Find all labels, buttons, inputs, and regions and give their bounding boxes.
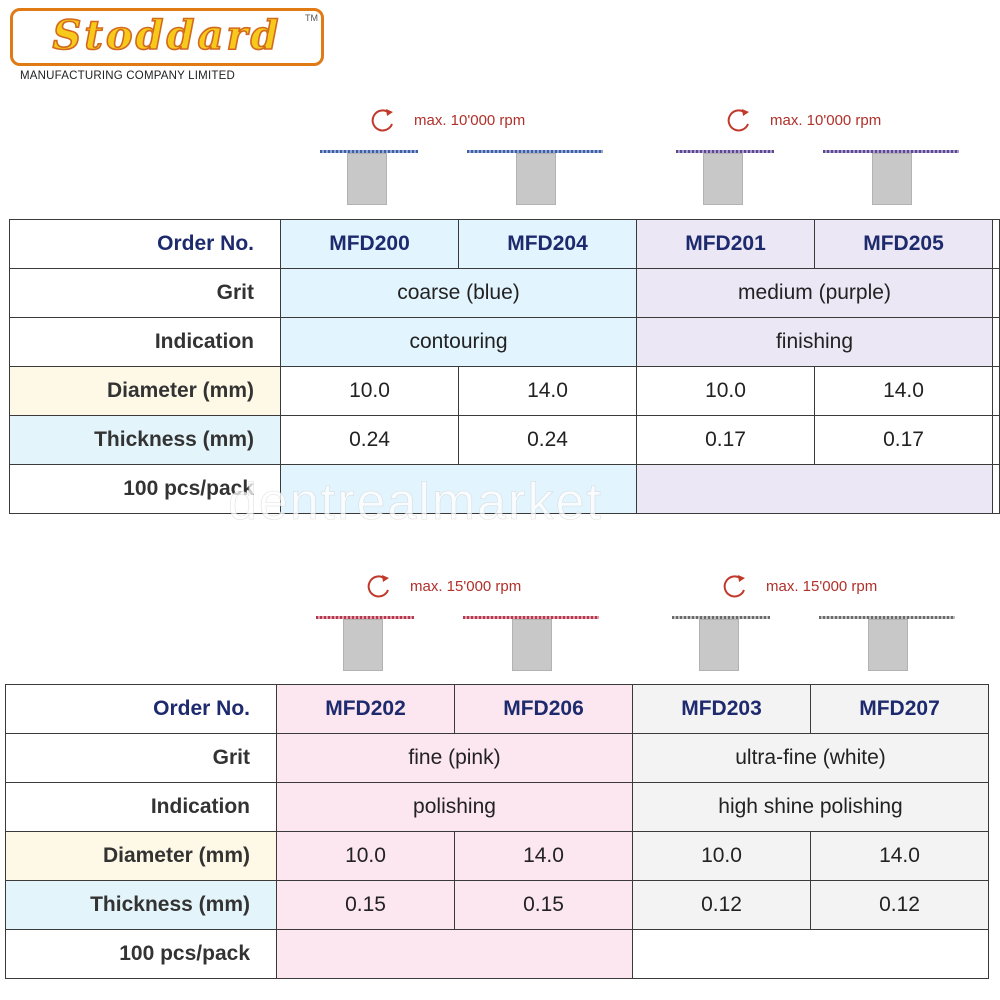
diameter-value: 10.0	[277, 832, 455, 881]
order-code: MFD202	[277, 685, 455, 734]
thickness-label: Thickness (mm)	[10, 416, 281, 465]
thickness-value: 0.15	[277, 881, 455, 930]
rotation-arrow-icon	[722, 106, 756, 134]
diameter-row	[6, 832, 989, 881]
indication-value: polishing	[277, 783, 633, 832]
cut-off-cell	[993, 416, 1000, 465]
rpm-indicator-2	[722, 106, 881, 134]
order-row	[6, 685, 989, 734]
order-code: MFD205	[815, 220, 993, 269]
order-label: Order No.	[10, 220, 281, 269]
product-table-1	[9, 219, 1000, 514]
diameter-value: 14.0	[455, 832, 633, 881]
disc-mandrel	[703, 153, 743, 205]
indication-value: finishing	[637, 318, 993, 367]
trademark-mark: TM	[305, 13, 318, 23]
diameter-label: Diameter (mm)	[10, 367, 281, 416]
grit-value: fine (pink)	[277, 734, 633, 783]
diameter-value: 14.0	[459, 367, 637, 416]
stoddard-logo	[10, 8, 324, 66]
cut-off-cell	[993, 220, 1000, 269]
rpm-indicator-1	[366, 106, 525, 134]
cut-off-cell	[993, 269, 1000, 318]
order-code: MFD203	[633, 685, 811, 734]
order-code: MFD200	[281, 220, 459, 269]
diameter-label: Diameter (mm)	[6, 832, 277, 881]
disc-mandrel	[512, 619, 552, 671]
diameter-row	[10, 367, 1000, 416]
thickness-value: 0.24	[459, 416, 637, 465]
thickness-value: 0.12	[811, 881, 989, 930]
thickness-row	[6, 881, 989, 930]
diameter-value: 10.0	[637, 367, 815, 416]
rotation-arrow-icon	[718, 572, 752, 600]
indication-label: Indication	[10, 318, 281, 367]
disc-mandrel	[872, 153, 912, 205]
pack-cell	[637, 465, 993, 514]
rpm-label: max. 15'000 rpm	[766, 577, 878, 595]
pack-row	[6, 930, 989, 979]
order-row	[10, 220, 1000, 269]
grit-row	[10, 269, 1000, 318]
rpm-indicator-3	[362, 572, 521, 600]
disc-mandrel	[516, 153, 556, 205]
pack-row	[10, 465, 1000, 514]
pack-cell	[633, 930, 989, 979]
rotation-arrow-icon	[366, 106, 400, 134]
thickness-value: 0.24	[281, 416, 459, 465]
logo-word: Stoddard	[52, 12, 282, 59]
rpm-label: max. 15'000 rpm	[410, 577, 522, 595]
diameter-value: 10.0	[281, 367, 459, 416]
grit-label: Grit	[6, 734, 277, 783]
cut-off-cell	[993, 465, 1000, 514]
pack-cell	[277, 930, 633, 979]
disc-mandrel	[699, 619, 739, 671]
indication-value: high shine polishing	[633, 783, 989, 832]
rpm-indicator-4	[718, 572, 877, 600]
disc-mandrel	[343, 619, 383, 671]
rpm-label: max. 10'000 rpm	[414, 111, 526, 129]
pack-cell	[281, 465, 637, 514]
order-label: Order No.	[6, 685, 277, 734]
disc-mandrel	[347, 153, 387, 205]
thickness-row	[10, 416, 1000, 465]
thickness-value: 0.17	[637, 416, 815, 465]
grit-value: ultra-fine (white)	[633, 734, 989, 783]
cut-off-cell	[993, 367, 1000, 416]
watermark: dentrealmarket	[228, 473, 603, 531]
rotation-arrow-icon	[362, 572, 396, 600]
thickness-value: 0.12	[633, 881, 811, 930]
grit-row	[6, 734, 989, 783]
diameter-value: 10.0	[633, 832, 811, 881]
pack-label: 100 pcs/pack	[10, 465, 281, 514]
grit-value: medium (purple)	[637, 269, 993, 318]
company-subtitle: MANUFACTURING COMPANY LIMITED	[20, 70, 235, 82]
cut-off-cell	[993, 318, 1000, 367]
order-code: MFD207	[811, 685, 989, 734]
diameter-value: 14.0	[815, 367, 993, 416]
indication-row	[6, 783, 989, 832]
product-table-2	[5, 684, 989, 979]
diameter-value: 14.0	[811, 832, 989, 881]
order-code: MFD206	[455, 685, 633, 734]
indication-label: Indication	[6, 783, 277, 832]
order-code: MFD204	[459, 220, 637, 269]
indication-row	[10, 318, 1000, 367]
thickness-label: Thickness (mm)	[6, 881, 277, 930]
grit-value: coarse (blue)	[281, 269, 637, 318]
order-code: MFD201	[637, 220, 815, 269]
thickness-value: 0.15	[455, 881, 633, 930]
disc-mandrel	[868, 619, 908, 671]
indication-value: contouring	[281, 318, 637, 367]
rpm-label: max. 10'000 rpm	[770, 111, 882, 129]
thickness-value: 0.17	[815, 416, 993, 465]
grit-label: Grit	[10, 269, 281, 318]
pack-label: 100 pcs/pack	[6, 930, 277, 979]
